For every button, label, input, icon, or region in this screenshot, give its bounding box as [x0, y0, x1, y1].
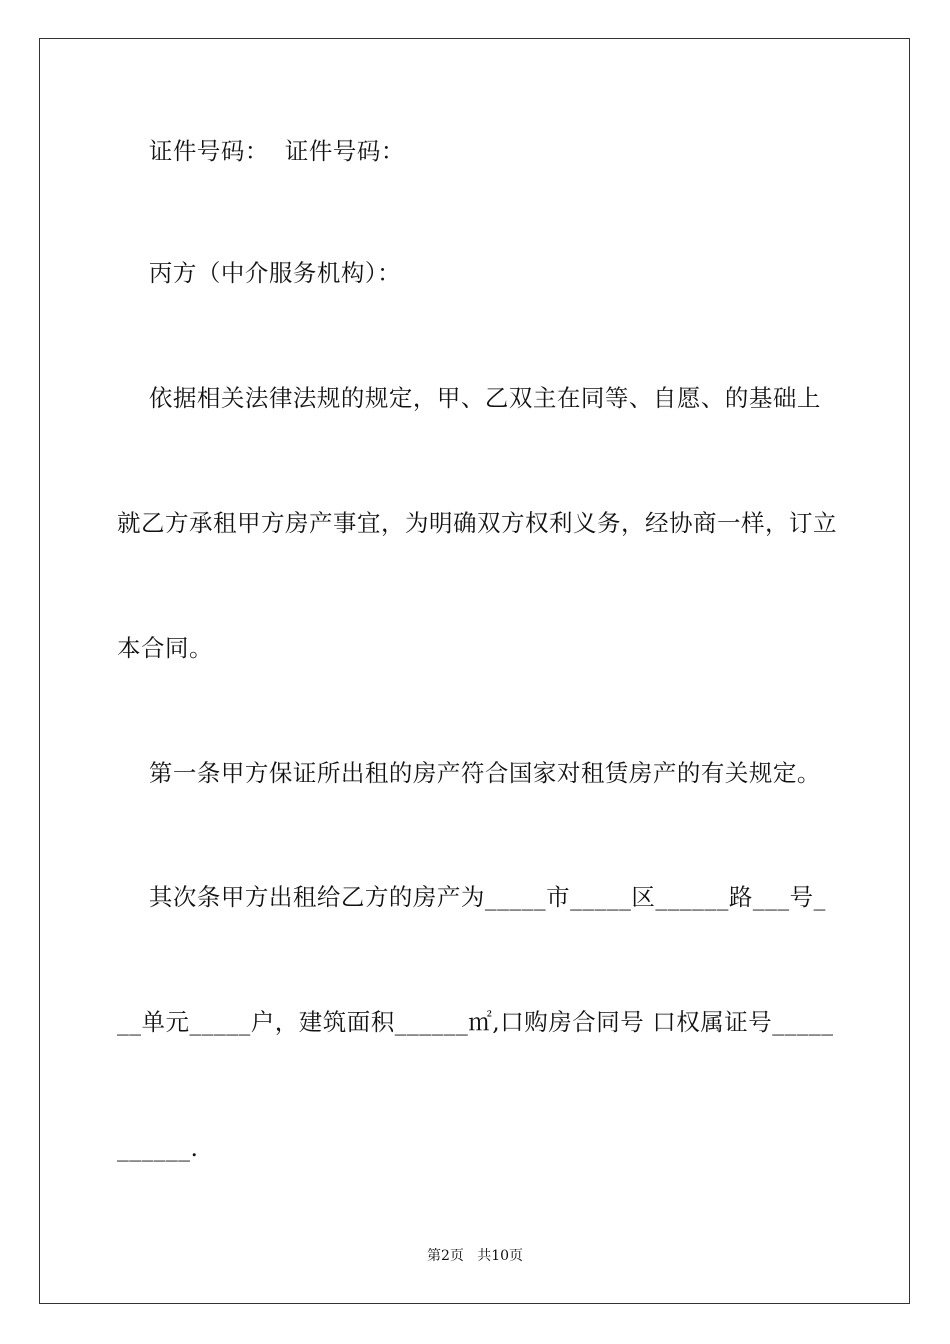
- preamble-line-3: 本合同。: [117, 634, 213, 662]
- id-number-line: 证件号码： 证件号码：: [117, 137, 405, 165]
- preamble-line-2: 就乙方承租甲方房产事宜，为明确双方权利义务，经协商一样，订立: [117, 509, 837, 537]
- article-2-line-2: __单元_____户，建筑面积______㎡,口购房合同号 口权属证号_____: [117, 1008, 834, 1036]
- preamble-line-1: 依据相关法律法规的规定，甲、乙双主在同等、自愿、的基础上: [117, 384, 821, 412]
- page-number-footer: 第2页 共10页: [426, 1248, 524, 1264]
- party-c-line: 丙方（中介服务机构）：: [117, 259, 402, 287]
- article-1-line: 第一条甲方保证所出租的房产符合国家对租赁房产的有关规定。: [117, 759, 821, 787]
- article-2-line-3: ______.: [117, 1134, 199, 1162]
- article-2-line-1: 其次条甲方出租给乙方的房产为_____市_____区______路___号_: [117, 883, 826, 911]
- page-border: [39, 38, 910, 1304]
